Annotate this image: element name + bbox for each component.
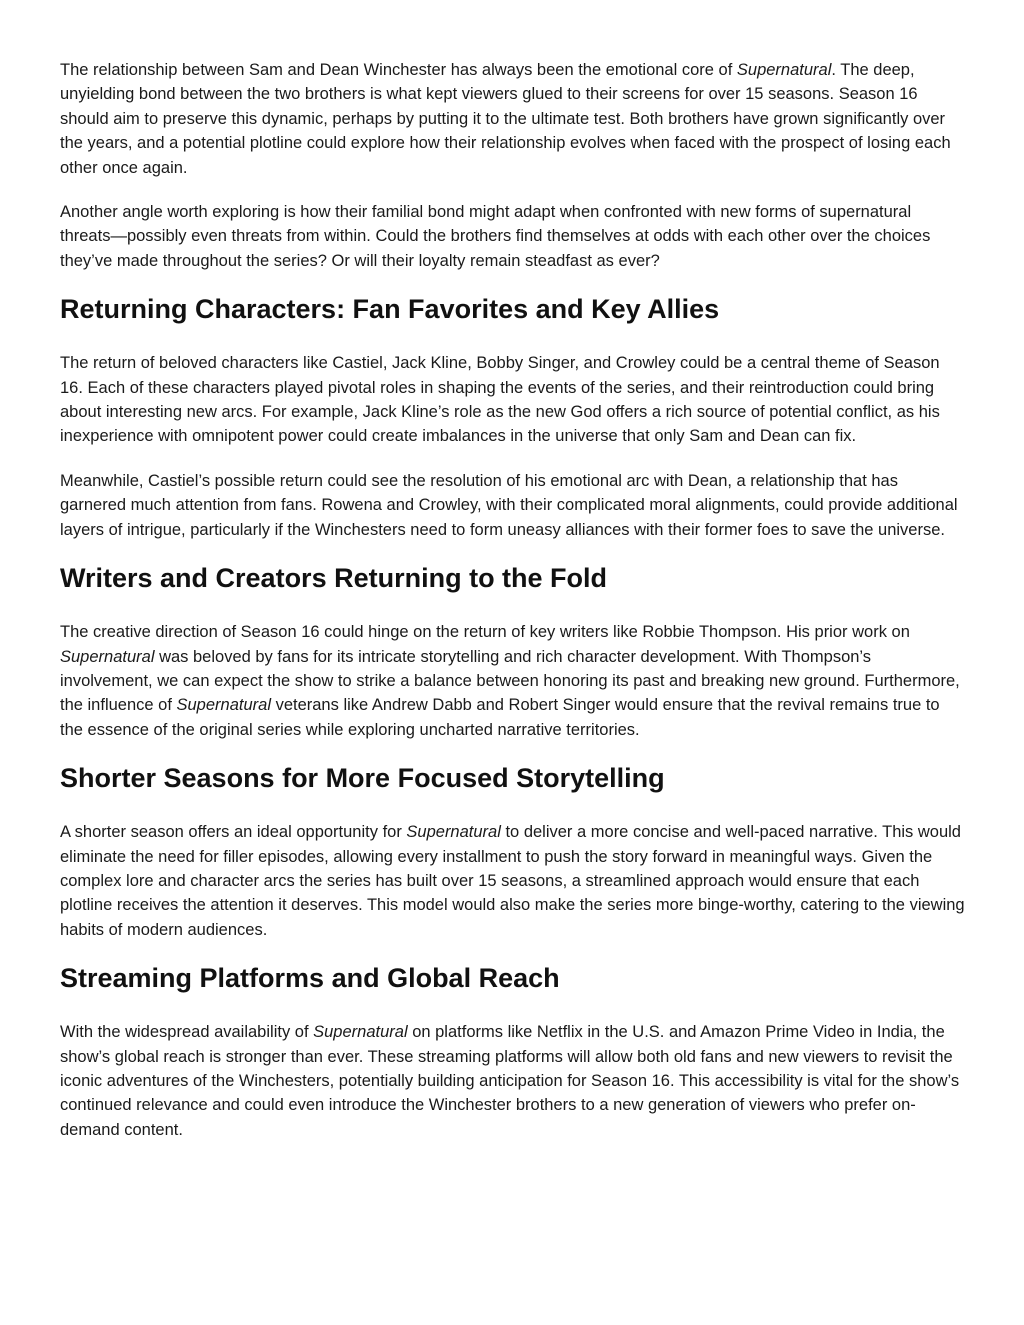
text-run: . The deep, unyielding bond between the two brothers is what kept viewers glued to their screens for over 15 seasons. Season 16 should aim to preserve this dynamic, perhaps by putting it to the ultimate test. Both brothers have grown significantly over the years, and a potential plotline could explore how their relationship evolves when faced with the prospect of losing each other once again. xyxy=(60,61,951,177)
text-run: The relationship between Sam and Dean Winchester has always been the emotional core of xyxy=(60,61,737,79)
text-run: The creative direction of Season 16 could hinge on the return of key writers like Robbie Thompson. His prior work on xyxy=(60,623,910,642)
body-paragraph xyxy=(60,820,966,942)
body-paragraph xyxy=(60,620,966,742)
italic-title: Supernatural xyxy=(406,823,501,842)
section-heading: Shorter Seasons for More Focused Storytelling xyxy=(60,763,665,794)
text-run: With the widespread availability of xyxy=(60,1023,314,1042)
section-heading: Writers and Creators Returning to the Fold xyxy=(60,563,608,594)
italic-title: Supernatural xyxy=(736,61,832,79)
body-paragraph xyxy=(60,469,966,542)
text-run: Another angle worth exploring is how their familial bond might adapt when confronted with new forms of supernatural threats—possibly even threats from within. Could the brothers find themselves at odds with each other over the choices they’ve made throughout the series? Or will their loyalty remain steadfast as ever? xyxy=(60,203,931,270)
italic-title: Supernatural xyxy=(60,647,155,666)
section-heading: Returning Characters: Fan Favorites and Key Allies xyxy=(60,294,720,325)
text-run: to deliver a more concise and well-paced narrative. This would eliminate the need for filler episodes, allowing every installment to push the story forward in meaningful ways. Given the complex lore and character arcs the series has built over 15 seasons, a streamlined approach would ensure that each plotline receives the attention it deserves. This model would also make the series more binge-worthy, catering to the viewing habits of modern audiences. xyxy=(60,823,965,939)
body-paragraph xyxy=(60,58,966,180)
body-paragraph xyxy=(60,200,966,273)
italic-title: Supernatural xyxy=(176,696,271,715)
body-paragraph xyxy=(60,351,966,449)
italic-title: Supernatural xyxy=(313,1023,408,1042)
text-run: A shorter season offers an ideal opportunity for xyxy=(60,823,407,842)
body-paragraph xyxy=(60,1020,966,1142)
section-heading: Streaming Platforms and Global Reach xyxy=(60,963,560,994)
text-run: was beloved by fans for its intricate storytelling and rich character development. With Thompson’s involvement, we can expect the show to strike a balance between honoring its past and breaking new ground. Furthermore, the influence of xyxy=(60,647,960,715)
text-run: veterans like Andrew Dabb and Robert Singer would ensure that the revival remains true to the essence of the original series while exploring uncharted narrative territories. xyxy=(60,696,940,739)
text-run: on platforms like Netflix in the U.S. and Amazon Prime Video in India, the show’s global reach is stronger than ever. These streaming platforms will allow both old fans and new viewers to revisit the iconic adventures of the Winchesters, potentially building anticipation for Season 16. This accessibility is vital for the show’s continued relevance and could even introduce the Winchester brothers to a new generation of viewers who prefer on-demand content. xyxy=(60,1023,960,1139)
text-run: Meanwhile, Castiel’s possible return could see the resolution of his emotional arc with Dean, a relationship that has garnered much attention from fans. Rowena and Crowley, with their complicated moral alignments, could provide additional layers of intrigue, particularly if the Winchesters need to form uneasy alliances with their former foes to save the universe. xyxy=(60,471,958,539)
text-run: The return of beloved characters like Castiel, Jack Kline, Bobby Singer, and Crowley could be a central theme of Season 16. Each of these characters played pivotal roles in shaping the events of the series, and their reintroduction could bring about interesting new arcs. For example, Jack Kline’s role as the new God offers a rich source of potential conflict, as his inexperience with omnipotent power could create imbalances in the universe that only Sam and Dean can fix. xyxy=(60,354,940,446)
